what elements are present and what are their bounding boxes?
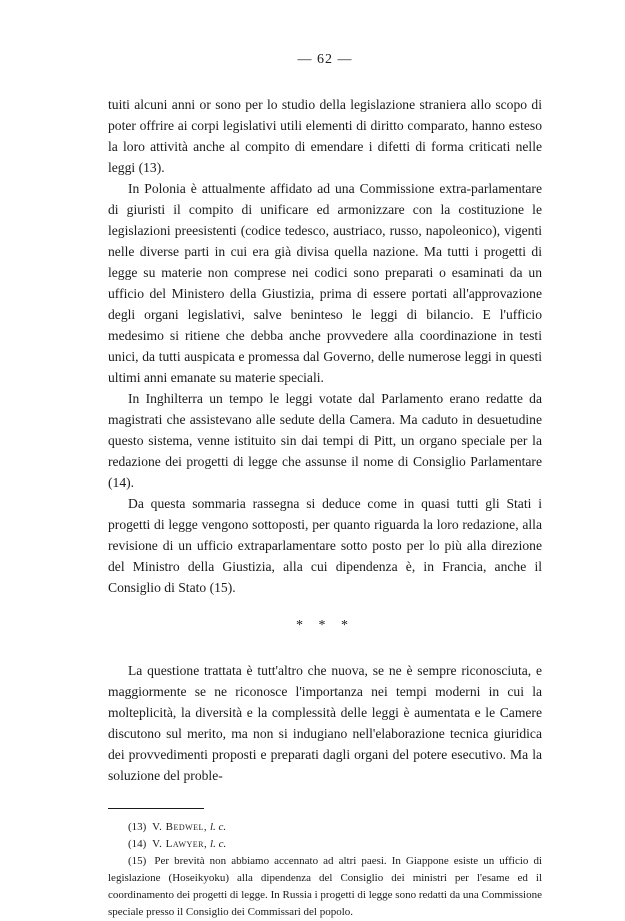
footnote-author: V. Lawyer, <box>152 838 208 850</box>
footnote-author: V. Bedwel, <box>152 821 208 833</box>
footnote-divider <box>108 808 204 809</box>
footnote-marker: (14) <box>128 838 147 850</box>
footnote-marker: (15) <box>128 855 147 867</box>
paragraph-continuation: tuiti alcuni anni or sono per lo studio della legislazione straniera allo scopo di poter offrire ai corpi legislativi utili elementi di diritto comparato, hanno esteso la loro attività anche al compito di emendare i difetti di forma criticati nelle leggi (13). <box>108 97 542 175</box>
paragraph-question: La questione trattata è tutt'altro che nuova, se ne è sempre riconosciuta, e maggiormente se ne riconosce l'importanza nei tempi moderni in cui la molteplicità, la diversità e la complessità delle leggi è aumentata e le Camere discutono sul merito, ma non si indugiano nell'elaborazione tecnica giuridica dei provvedimenti proposti e preparati dagli organi del potere esecutivo. Ma la soluzione del proble- <box>108 663 542 783</box>
page-number: — 62 — <box>297 52 353 67</box>
section-separator: * * * <box>296 618 354 633</box>
book-page <box>108 52 542 921</box>
footnote-reference: l. c. <box>209 821 227 833</box>
paragraph-poland: In Polonia è attualmente affidato ad una Commissione extra-parlamentare di giuristi il compito di unificare ed armonizzare con la costituzione le legislazioni preesistenti (codice tedesco, austriaco, russo, napoleonico), vigenti nelle diverse parti in cui era già divisa quella nazione. Ma tutti i progetti di legge su materie non comprese nei codici sono preparati o esaminati da un ufficio del Ministero della Giustizia, prima di essere portati all'approvazione degli organi legislativi, salve beninteso le leggi di bilancio. E l'ufficio medesimo si ritiene che debba anche provvedere alla coordinazione in testi unici, da tutti auspicata e promessa dal Governo, delle numerose leggi in questi ultimi anni emanate su materie speciali. <box>108 181 542 385</box>
footnote-13 <box>108 819 542 836</box>
footnote-reference: l. c. <box>210 838 227 850</box>
footnote-marker: (13) <box>128 821 147 833</box>
footnotes <box>108 819 542 921</box>
footnote-text: Per brevità non abbiamo accennato ad altri paesi. In Giappone esiste un ufficio di legislazione (Hoseikyoku) alla dipendenza del Consiglio dei ministri per l'esame ed il coordinamento dei progetti di legge. In Russia i progetti di legge sono redatti da una Commissione speciale presso il Consiglio dei Commissari del popolo. <box>108 855 542 918</box>
paragraph-summary: Da questa sommaria rassegna si deduce come in quasi tutti gli Stati i progetti di legge vengono sottoposti, per quanto riguarda la loro redazione, alla revisione di un ufficio extraparlamentare sotto posto per lo più alla direzione del Ministro della Giustizia, alla cui dipendenza è, in Francia, anche il Consiglio di Stato (15). <box>108 496 542 595</box>
paragraph-england: In Inghilterra un tempo le leggi votate dal Parlamento erano redatte da magistrati che assistevano alle sedute della Camera. Ma caduto in desuetudine questo sistema, venne istituito sin dai tempi di Pitt, un organo speciale per la redazione dei progetti di legge che assunse il nome di Consiglio Parlamentare (14). <box>108 391 542 490</box>
footnote-14 <box>108 836 542 853</box>
footnote-15 <box>108 853 542 921</box>
